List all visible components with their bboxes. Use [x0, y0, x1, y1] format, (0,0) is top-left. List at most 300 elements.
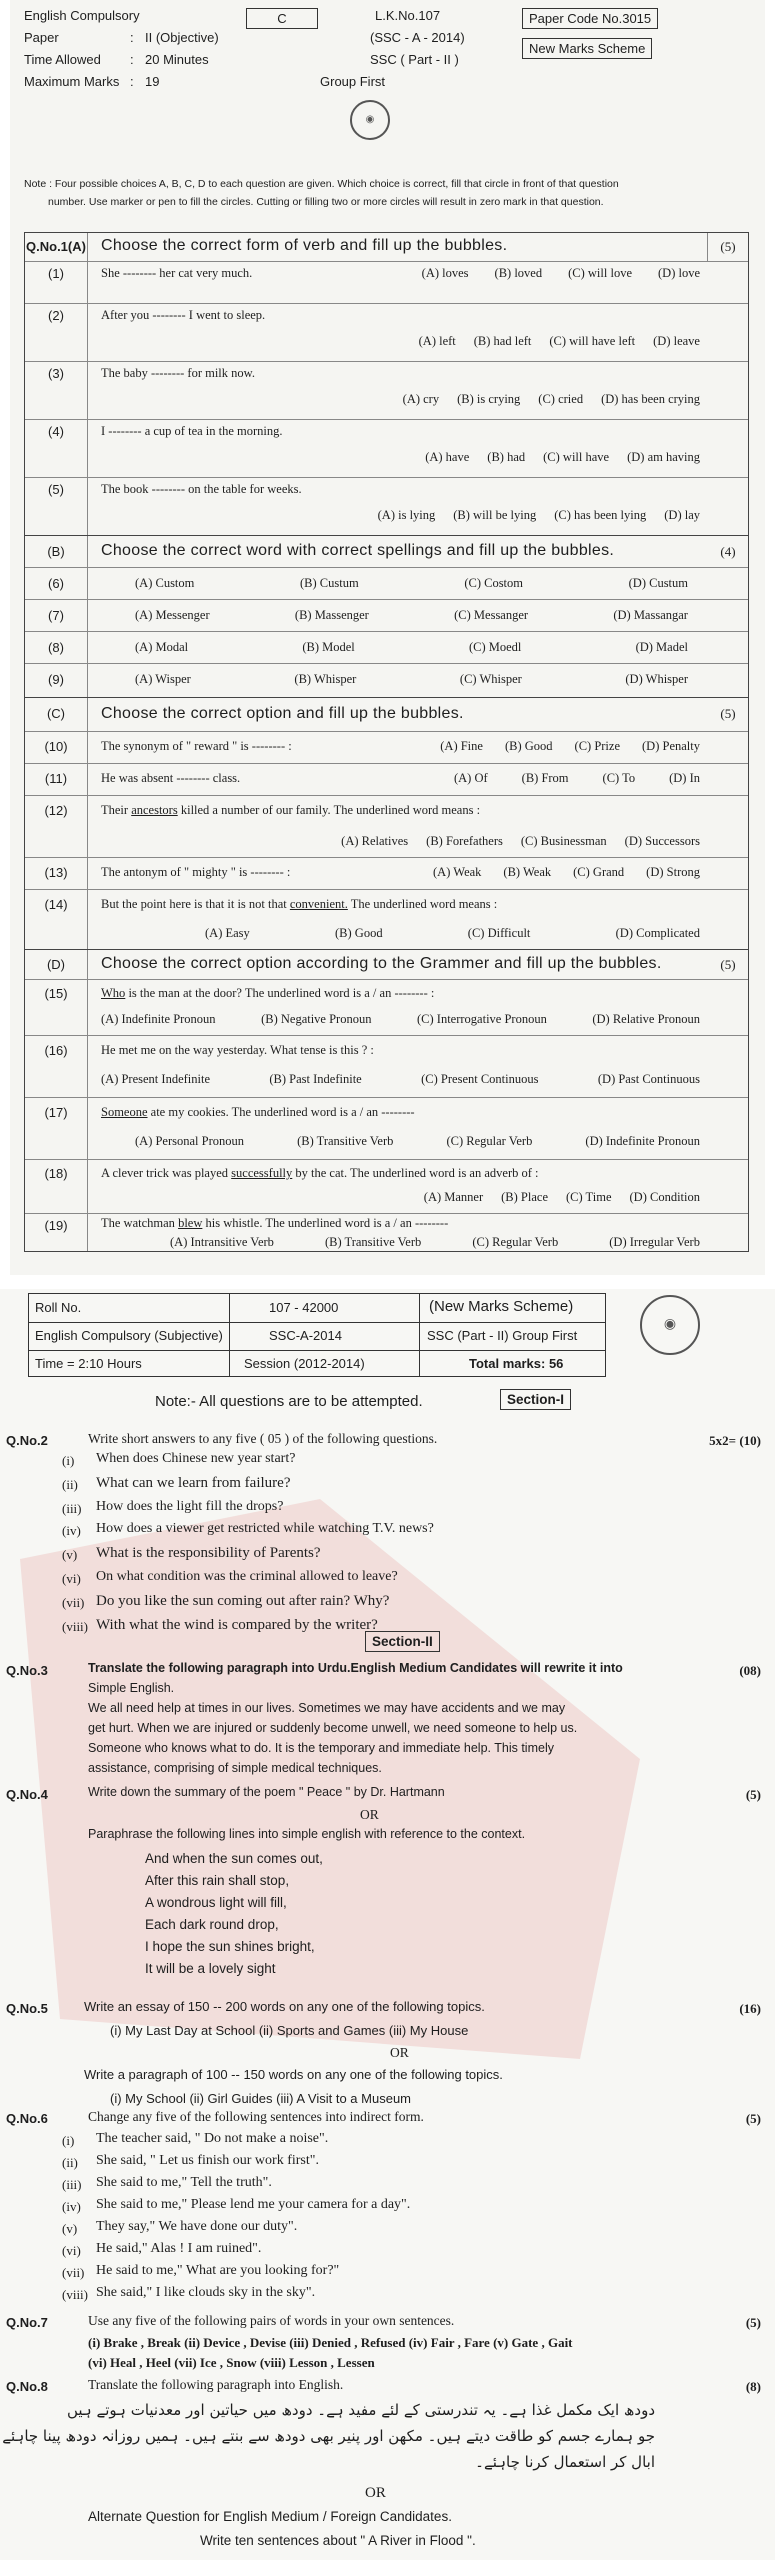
option-d[interactable]: (D) Custum	[628, 576, 688, 590]
question-row	[25, 1097, 748, 1159]
page-separator	[0, 1275, 775, 1289]
question-line	[101, 865, 700, 880]
item-number: (ii)	[62, 2155, 78, 2170]
option-c[interactable]: (C) Prize	[574, 739, 621, 753]
option-b[interactable]: (B) Weak	[503, 865, 552, 879]
or-label: OR	[390, 2045, 409, 2060]
options	[205, 926, 700, 941]
underlined-word: ancestors	[131, 803, 178, 817]
question-number: (13)	[44, 865, 68, 880]
question-number: (7)	[48, 608, 64, 623]
option-a[interactable]: (A) Present Indefinite	[101, 1072, 210, 1086]
row-divider	[29, 1350, 605, 1351]
q6-item: The teacher said, " Do not make a noise".	[96, 2131, 329, 2146]
marks-scheme-box: New Marks Scheme	[522, 38, 652, 59]
section-marks: (5)	[720, 706, 736, 721]
group: Group First	[320, 74, 386, 89]
subjective-header-table	[28, 1293, 606, 1377]
underlined-word: Who	[101, 986, 126, 1000]
underlined-word: successfully	[231, 1166, 293, 1180]
ssc-annual: (SSC - A - 2014)	[370, 30, 465, 45]
option-c[interactable]: (C) has been lying	[554, 508, 647, 522]
lk-number: 107 - 42000	[269, 1300, 339, 1315]
subjective-paper	[0, 1289, 775, 2560]
q2-item: How does a viewer get restricted while watching T.V. news?	[96, 1521, 434, 1536]
question-row	[25, 889, 748, 949]
paper-code-box: Paper Code No.3015	[522, 8, 658, 29]
option-c[interactable]: (C) cried	[538, 392, 584, 406]
q2-item: How does the light fill the drops?	[96, 1499, 284, 1514]
q2-marks: 5x2= (10)	[709, 1433, 761, 1448]
question-number: (17)	[44, 1105, 68, 1120]
item-number: (v)	[62, 2221, 78, 2236]
options	[135, 576, 688, 591]
question-number: (2)	[48, 308, 64, 323]
q5-text: Write an essay of 150 -- 200 words on any one of the following topics.	[84, 1999, 485, 2014]
item-number: (v)	[62, 1547, 78, 1562]
or-label: OR	[365, 2485, 386, 2501]
option-b[interactable]: (B) From	[521, 771, 569, 785]
poem-line: Each dark round drop,	[145, 1917, 279, 1932]
option-d[interactable]: (D) has been crying	[601, 392, 700, 406]
q6-item: She said to me," Tell the truth".	[96, 2175, 272, 2190]
option-b[interactable]: (B) is crying	[457, 392, 521, 406]
section-c-header	[25, 697, 748, 731]
q5-alt-topics: (i) My School (ii) Girl Guides (iii) A Visit to a Museum	[110, 2091, 411, 2106]
option-c[interactable]: (C) will have left	[549, 334, 636, 348]
option-b[interactable]: (B) Whisper	[294, 672, 357, 686]
item-number: (vi)	[62, 1571, 81, 1586]
option-c[interactable]: (C) Regular Verb	[446, 1134, 533, 1148]
option-a[interactable]: (A) Easy	[205, 926, 250, 940]
item-number: (iv)	[62, 2199, 81, 2214]
option-d[interactable]: (D) Whisper	[625, 672, 688, 686]
option-b[interactable]: (B) Massenger	[294, 608, 369, 622]
underlined-word: convenient.	[289, 897, 348, 911]
option-a[interactable]: (A) Fine	[440, 739, 483, 753]
row-divider	[29, 1322, 605, 1323]
question-text: After you -------- I went to sleep.	[101, 308, 266, 322]
section-label: Q.No.1(A)	[26, 239, 86, 254]
options	[101, 1012, 700, 1027]
option-d[interactable]: (D) Strong	[646, 865, 700, 879]
q7-label: Q.No.7	[6, 2315, 48, 2330]
option-a[interactable]: (A) loves	[421, 266, 469, 280]
note-line-2: number. Use marker or pen to fill the circles. Cutting or filling two or more circles will result in zero mark in that question.	[48, 196, 604, 208]
option-a[interactable]: (A) Manner	[423, 1190, 484, 1204]
option-d[interactable]: (D) In	[669, 771, 700, 785]
q2-item: On what condition was the criminal allowed to leave?	[96, 1569, 398, 1584]
question-row	[25, 1159, 748, 1213]
q6-text: Change any five of the following sentences into indirect form.	[88, 2109, 424, 2124]
q2-item: What can we learn from failure?	[96, 1475, 291, 1491]
q4-label: Q.No.4	[6, 1787, 48, 1802]
q3-label: Q.No.3	[6, 1663, 48, 1678]
question-row	[25, 631, 748, 663]
options	[135, 608, 688, 623]
question-number: (5)	[48, 482, 64, 497]
poem-line: And when the sun comes out,	[145, 1851, 323, 1866]
q8-label: Q.No.8	[6, 2379, 48, 2394]
time-label: Time Allowed	[24, 52, 101, 67]
paper-value: II (Objective)	[145, 30, 219, 45]
q2-item: Do you like the sun coming out after rain? Why?	[96, 1593, 390, 1609]
section-d-header	[25, 949, 748, 979]
option-b[interactable]: (B) Forefathers	[426, 834, 503, 848]
option-a[interactable]: (A) Modal	[135, 640, 189, 654]
options	[135, 640, 688, 655]
question-text: The synonym of " reward " is -------- :	[101, 739, 292, 753]
q2-item: With what the wind is compared by the writer?	[96, 1617, 378, 1633]
q5-alternative: Write a paragraph of 100 -- 150 words on any one of the following topics.	[84, 2067, 503, 2082]
options	[101, 334, 700, 349]
question-row	[25, 419, 748, 477]
section-marks: (4)	[720, 544, 736, 559]
option-c[interactable]: (C) Whisper	[459, 672, 522, 686]
q7-text: Use any five of the following pairs of words in your own sentences.	[88, 2313, 455, 2328]
option-c[interactable]: (C) Grand	[573, 865, 625, 879]
option-d[interactable]: (D) Past Continuous	[597, 1072, 700, 1086]
q7-pairs-line: (i) Brake , Break (ii) Device , Devise (iii) Denied , Refused (iv) Fair , Fare (v) Gate , Gait	[88, 2335, 573, 2350]
q2-item: When does Chinese new year start?	[96, 1451, 296, 1466]
option-b[interactable]: (B) Negative Pronoun	[261, 1012, 372, 1026]
text-pre: The watchman	[101, 1216, 179, 1230]
option-b[interactable]: (B) loved	[494, 266, 543, 280]
session: Session (2012-2014)	[244, 1356, 365, 1371]
options	[101, 392, 700, 407]
section-heading: Choose the correct option and fill up the bubbles.	[101, 705, 464, 722]
option-c[interactable]: (C) Time	[566, 1190, 612, 1204]
q2-item: What is the responsibility of Parents?	[96, 1545, 321, 1561]
question-text: He met me on the way yesterday. What tense is this ? :	[101, 1043, 374, 1057]
lk-number: L.K.No.107	[375, 8, 441, 23]
column-divider	[419, 1294, 420, 1376]
option-c[interactable]: (C) Interrogative Pronoun	[417, 1012, 547, 1026]
q5-topics: (i) My Last Day at School (ii) Sports and Games (iii) My House	[110, 2023, 469, 2038]
question-number: (16)	[44, 1043, 68, 1058]
section-heading: Choose the correct word with correct spellings and fill up the bubbles.	[101, 542, 615, 559]
option-b[interactable]: (B) had left	[473, 334, 532, 348]
total-marks: Total marks: 56	[469, 1356, 564, 1371]
options	[440, 739, 700, 754]
option-c[interactable]: (C) Present Continuous	[421, 1072, 539, 1086]
option-a[interactable]: (A) Personal Pronoun	[135, 1134, 245, 1148]
section-marks: (5)	[720, 239, 736, 254]
section-heading: Choose the correct form of verb and fill up the bubbles.	[101, 237, 508, 254]
question-number: (4)	[48, 424, 64, 439]
q6-marks: (5)	[745, 2111, 761, 2126]
item-number: (vi)	[62, 2243, 81, 2258]
poem-line: It will be a lovely sight	[145, 1961, 276, 1976]
section-1-label: Section-I	[500, 1389, 571, 1410]
question-text	[101, 803, 480, 818]
time: Time = 2:10 Hours	[35, 1356, 142, 1371]
option-d[interactable]: (D) Massangar	[613, 608, 688, 622]
option-c[interactable]: (C) Businessman	[520, 834, 607, 848]
poem-line: I hope the sun shines bright,	[145, 1939, 315, 1954]
question-row	[25, 477, 748, 535]
question-row	[25, 361, 748, 419]
option-d[interactable]: (D) Successors	[624, 834, 700, 848]
question-text	[101, 1166, 539, 1181]
question-line	[101, 739, 700, 754]
option-a[interactable]: (A) have	[425, 450, 470, 464]
question-text: The book -------- on the table for weeks.	[101, 482, 302, 496]
q5-label: Q.No.5	[6, 2001, 48, 2016]
q6-label: Q.No.6	[6, 2111, 48, 2126]
q2-text: Write short answers to any five ( 05 ) of the following questions.	[88, 1431, 438, 1446]
question-text: She -------- her cat very much.	[101, 266, 253, 280]
paper-code-letter: C	[246, 8, 318, 29]
poem-line: A wondrous light will fill,	[145, 1895, 287, 1910]
question-number: (1)	[48, 266, 64, 281]
section-heading: Choose the correct option according to the Grammer and fill up the bubbles.	[101, 955, 662, 972]
option-a[interactable]: (A) Intransitive Verb	[170, 1235, 274, 1249]
roll-label: Roll No.	[35, 1300, 82, 1315]
options	[101, 450, 700, 465]
urdu-paragraph-line: جو ہمارے جسم کو طاقت دیتے ہیں۔ مکھن اور پنیر بھی دودھ سے بنتے ہیں۔ ہمیں روزانہ دودھ پینا چاہئے	[2, 2427, 655, 2445]
board-logo-icon: ◉	[640, 1295, 700, 1355]
text-post: his whistle. The underlined word is a / an --------	[202, 1216, 449, 1230]
question-number: (15)	[44, 986, 68, 1001]
q8-text: Translate the following paragraph into English.	[88, 2377, 344, 2392]
q3-paragraph-line: We all need help at times in our lives. Sometimes we may have accidents and we may	[88, 1701, 566, 1715]
question-row	[25, 795, 748, 857]
question-text	[101, 897, 497, 912]
option-b[interactable]: (B) Model	[302, 640, 355, 654]
options	[135, 672, 688, 687]
question-row	[25, 303, 748, 361]
q6-item: She said, " Let us finish our work first".	[96, 2153, 319, 2168]
urdu-paragraph-line: دودھ ایک مکمل غذا ہے۔ یہ تندرستی کے لئے مفید ہے۔ دودھ میں حیاتین اور معدنیات ہوتے ہیں	[66, 2401, 655, 2419]
q3-paragraph-line: Someone who knows what to do. It is the temporary and immediate help. This timely	[88, 1741, 554, 1755]
question-number: (19)	[44, 1218, 68, 1233]
q4-text: Write down the summary of the poem " Peace " by Dr. Hartmann	[88, 1785, 445, 1799]
question-number: (14)	[44, 897, 68, 912]
item-number: (iii)	[62, 2177, 82, 2192]
item-number: (iv)	[62, 1523, 81, 1538]
max-marks-label: Maximum Marks	[24, 74, 120, 89]
option-b[interactable]: (B) Place	[501, 1190, 548, 1204]
objective-paper	[10, 0, 765, 1275]
q8-alternative: Alternate Question for English Medium / Foreign Candidates.	[88, 2509, 452, 2524]
question-text: The antonym of " mighty " is -------- :	[101, 865, 291, 879]
question-text	[101, 986, 434, 1001]
question-text	[101, 1216, 448, 1231]
question-line	[101, 266, 700, 281]
option-b[interactable]: (B) had	[487, 450, 526, 464]
question-number: (12)	[44, 803, 68, 818]
section-2-label: Section-II	[365, 1631, 440, 1652]
question-row	[25, 731, 748, 763]
option-c[interactable]: (C) To	[602, 771, 636, 785]
or-label: OR	[360, 1807, 379, 1822]
q6-item: He said to me," What are you looking for?"	[96, 2263, 340, 2278]
option-d[interactable]: (D) love	[658, 266, 700, 280]
question-row	[25, 763, 748, 795]
option-d[interactable]: (D) lay	[664, 508, 700, 522]
text-post: ate my cookies. The underlined word is a / an --------	[147, 1105, 415, 1119]
item-number: (ii)	[62, 1477, 78, 1492]
q4-marks: (5)	[745, 1787, 761, 1802]
urdu-paragraph-line: ابال کر استعمال کرنا چاہئے۔	[475, 2453, 655, 2471]
options	[101, 1072, 700, 1087]
text-post: is the man at the door? The underlined word is a / an -------- :	[125, 986, 435, 1000]
item-number: (i)	[62, 1453, 75, 1468]
option-a[interactable]: (A) Weak	[433, 865, 482, 879]
q7-pairs-line: (vi) Heal , Heel (vii) Ice , Snow (viii) Lesson , Lessen	[88, 2355, 375, 2370]
ssc-annual: SSC-A-2014	[269, 1328, 342, 1343]
max-marks-value: 19	[145, 74, 160, 89]
options	[135, 1134, 700, 1149]
section-label: (C)	[46, 706, 66, 721]
question-number: (3)	[48, 366, 64, 381]
colon: :	[130, 74, 134, 89]
question-row	[25, 261, 748, 303]
option-b[interactable]: (B) Past Indefinite	[269, 1072, 362, 1086]
ssc-part: SSC (Part - II) Group First	[427, 1328, 578, 1343]
question-row	[25, 979, 748, 1035]
q6-item: He said," Alas ! I am ruined".	[96, 2241, 262, 2256]
subject-title: English Compulsory	[24, 8, 140, 23]
option-c[interactable]: (C) Moedl	[468, 640, 522, 654]
text-pre: Their	[101, 803, 132, 817]
section-marks: (5)	[720, 957, 736, 972]
item-number: (vii)	[62, 1595, 85, 1610]
option-b[interactable]: (B) Transitive Verb	[324, 1235, 422, 1249]
question-text: The baby -------- for milk now.	[101, 366, 255, 380]
q3-instruction-2: Simple English.	[88, 1681, 175, 1695]
option-d[interactable]: (D) Indefinite Pronoun	[585, 1134, 700, 1148]
question-number: (18)	[44, 1166, 68, 1181]
column-divider	[229, 1294, 230, 1376]
options	[101, 834, 700, 849]
q6-item: They say," We have done our duty".	[96, 2219, 298, 2234]
q3-paragraph-line: assistance, comprising of simple medical techniques.	[88, 1761, 382, 1775]
options	[101, 508, 700, 523]
ssc-part: SSC ( Part - II )	[370, 52, 459, 67]
section-a-header	[25, 233, 748, 261]
q4-alternative: Paraphrase the following lines into simple english with reference to the context.	[88, 1827, 526, 1841]
paper-label: Paper	[24, 30, 59, 45]
option-a[interactable]: (A) Relatives	[341, 834, 409, 848]
option-a[interactable]: (A) is lying	[377, 508, 436, 522]
option-c[interactable]: (C) Regular Verb	[472, 1235, 559, 1249]
option-d[interactable]: (D) Condition	[629, 1190, 700, 1204]
option-d[interactable]: (D) Complicated	[615, 926, 700, 940]
option-a[interactable]: (A) Messenger	[135, 608, 210, 622]
question-row	[25, 567, 748, 599]
question-row	[25, 857, 748, 889]
question-text: I -------- a cup of tea in the morning.	[101, 424, 283, 438]
q3-marks: (08)	[739, 1663, 761, 1678]
options	[454, 771, 700, 786]
q8-marks: (8)	[745, 2379, 761, 2394]
option-d[interactable]: (D) am having	[627, 450, 700, 464]
q6-item: She said," I like clouds sky in the sky".	[96, 2285, 316, 2300]
option-a[interactable]: (A) Indefinite Pronoun	[101, 1012, 216, 1026]
question-line	[101, 771, 700, 786]
option-c[interactable]: (C) will love	[568, 266, 632, 280]
question-text	[101, 1105, 415, 1120]
option-c[interactable]: (C) Costom	[464, 576, 523, 590]
q3-paragraph-line: get hurt. When we are injured or suddenly become unwell, we need someone to help us.	[88, 1721, 578, 1735]
board-logo-icon: ◉	[350, 100, 390, 140]
item-number: (i)	[62, 2133, 75, 2148]
colon: :	[130, 30, 134, 45]
q7-marks: (5)	[745, 2315, 761, 2330]
note-line-1: Note : Four possible choices A, B, C, D to each question are given. Which choice is correct, fill that circle in front of that question	[24, 178, 619, 190]
option-c[interactable]: (C) will have	[543, 450, 610, 464]
item-number: (iii)	[62, 1501, 82, 1516]
poem-line: After this rain shall stop,	[145, 1873, 290, 1888]
colon: :	[130, 52, 134, 67]
option-b[interactable]: (B) Custum	[300, 576, 359, 590]
text-pre: A clever trick was played	[101, 1166, 232, 1180]
option-d[interactable]: (D) Penalty	[642, 739, 700, 753]
question-text: He was absent -------- class.	[101, 771, 241, 785]
question-row	[25, 1213, 748, 1253]
text-post: killed a number of our family. The underlined word means :	[177, 803, 481, 817]
subject-title: English Compulsory (Subjective)	[35, 1328, 223, 1343]
options	[101, 1190, 700, 1205]
option-a[interactable]: (A) left	[418, 334, 456, 348]
question-row	[25, 599, 748, 631]
underlined-word: blew	[178, 1216, 203, 1230]
general-note: Note:- All questions are to be attempted.	[155, 1393, 423, 1410]
q5-marks: (16)	[739, 2001, 761, 2016]
option-a[interactable]: (A) cry	[402, 392, 440, 406]
option-d[interactable]: (D) leave	[653, 334, 700, 348]
item-number: (viii)	[62, 1619, 88, 1634]
option-a[interactable]: (A) Custom	[135, 576, 195, 590]
q2-label: Q.No.2	[6, 1433, 48, 1448]
text-pre: But the point here is that it is not that	[101, 897, 290, 911]
scheme-label: (New Marks Scheme)	[429, 1298, 574, 1315]
question-row	[25, 1035, 748, 1097]
time-value: 20 Minutes	[145, 52, 209, 67]
question-number: (10)	[44, 739, 68, 754]
option-b[interactable]: (B) Transitive Verb	[297, 1134, 394, 1148]
question-row	[25, 663, 748, 697]
text-post: by the cat. The underlined word is an adverb of :	[292, 1166, 539, 1180]
option-b[interactable]: (B) will be lying	[453, 508, 537, 522]
section-b-header	[25, 535, 748, 567]
q3-instruction: Translate the following paragraph into Urdu.English Medium Candidates will rewrite it into	[88, 1661, 623, 1675]
question-number: (11)	[44, 771, 68, 786]
option-d[interactable]: (D) Irregular Verb	[609, 1235, 700, 1249]
section-label: (D)	[46, 957, 66, 972]
text-post: The underlined word means :	[347, 897, 498, 911]
question-number: (9)	[48, 672, 64, 687]
q6-item: She said to me," Please lend me your camera for a day".	[96, 2197, 411, 2212]
option-a[interactable]: (A) Of	[453, 771, 488, 785]
option-d[interactable]: (D) Relative Pronoun	[592, 1012, 700, 1026]
option-c[interactable]: (C) Difficult	[467, 926, 531, 940]
q8-alternative-task: Write ten sentences about " A River in Flood ".	[200, 2533, 476, 2548]
section-label: (B)	[47, 544, 65, 559]
option-d[interactable]: (D) Madel	[635, 640, 688, 654]
question-number: (6)	[48, 576, 64, 591]
options	[433, 865, 700, 880]
question-number: (8)	[48, 640, 64, 655]
options	[422, 266, 700, 281]
option-c[interactable]: (C) Messanger	[454, 608, 529, 622]
option-a[interactable]: (A) Wisper	[135, 672, 191, 686]
option-b[interactable]: (B) Good	[504, 739, 553, 753]
option-b[interactable]: (B) Good	[335, 926, 383, 940]
marks-divider	[707, 233, 708, 261]
